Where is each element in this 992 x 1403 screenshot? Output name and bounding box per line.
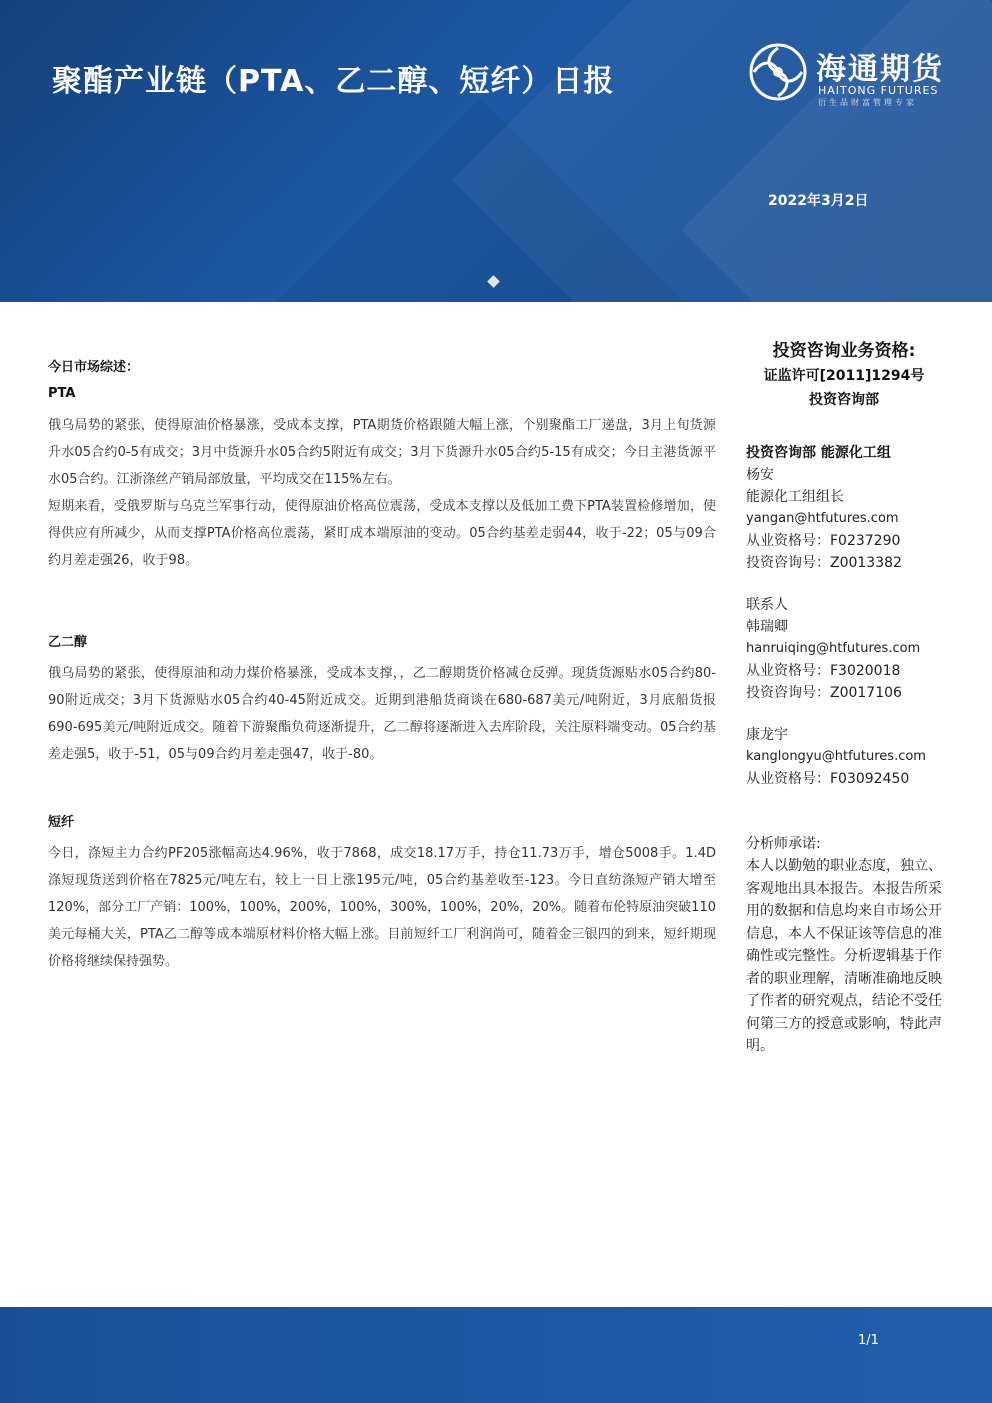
qualification-block: [746, 338, 942, 412]
group-title: 投资咨询部 能源化工组: [746, 445, 891, 461]
analyst-consult-id: 投资咨询号：Z0017106: [746, 685, 902, 701]
logo-english-name: HAITONG FUTURES: [818, 84, 939, 97]
pta-paragraph: 俄乌局势的紧张，使得原油价格暴涨，受成本支撑，PTA期货价格跟随大幅上涨，个别聚酯工厂递盘，3月上旬货源升水05合约0-5有成交；3月中货源升水05合约5附近有成交；3月下货源升水05合约5-15有成交；今日主港货源平水05合约。江浙涤丝产销局部放量，平均成交在115%左右。: [48, 418, 716, 487]
report-date: 2022年3月2日: [768, 193, 869, 209]
promise-title: 分析师承诺:: [746, 836, 821, 852]
haitong-logo-icon: [748, 42, 808, 102]
pta-paragraph: 短期来看，受俄罗斯与乌克兰军事行动，使得原油价格高位震荡，受成本支撑以及低加工费下PTA装置检修增加，使得供应有所减少，从而支撑PTA价格高位震荡，紧盯成本端原油的变动。05合约基差走弱44，收于-22；05与09合约月差走强26，收于98。: [48, 499, 716, 568]
analyst-role: 能源化工组组长: [746, 489, 844, 505]
analyst-license: 从业资格号：F3020018: [746, 663, 901, 679]
department-name: 投资咨询部: [809, 392, 879, 408]
license-number: 证监许可[2011]1294号: [763, 368, 925, 384]
report-title: 聚酯产业链（PTA、乙二醇、短纤）日报: [52, 64, 615, 99]
qualification-title: 投资咨询业务资格:: [772, 341, 916, 361]
psf-paragraph: 今日，涤短主力合约PF205涨幅高达4.96%，收于7868，成交18.17万手，持仓11.73万手，增仓5008手。1.4D涤短现货送到价格在7825元/吨左右，较上一日上涨195元/吨，05合约基差收至-123。今日直纺涤短产销大增至120%，部分工厂产销：100%，100%，200%，100%，300%，100%，20%，20%。随着布伦特原油突破110美元每桶大关，PTA乙二醇等成本端原材料价格大幅上涨。目前短纤工厂利润尚可，随着金三银四的到来，短纤期现价格将继续保持强势。: [48, 846, 716, 969]
report-body: [48, 356, 716, 975]
logo-chinese-name: 海通期货: [816, 52, 944, 87]
section-title-meg: 乙二醇: [48, 635, 88, 650]
analyst-card: [746, 724, 966, 790]
page-number: 1/1: [858, 1333, 879, 1348]
section-title-psf: 短纤: [48, 815, 75, 830]
analyst-name: 杨安: [746, 467, 774, 483]
analyst-card: [746, 464, 966, 574]
overview-title: 今日市场综述：: [48, 360, 140, 375]
sidebar: [746, 338, 966, 1058]
analyst-license: 从业资格号：F0237290: [746, 533, 901, 549]
analyst-consult-id: 投资咨询号：Z0013382: [746, 555, 902, 571]
analyst-name: 韩瑞卿: [746, 619, 788, 635]
section-title-pta: PTA: [48, 386, 76, 401]
analyst-email: yangan@htfutures.com: [746, 511, 899, 526]
analyst-email: hanruiqing@htfutures.com: [746, 641, 921, 656]
analyst-card: [746, 594, 966, 704]
analyst-name: 康龙宇: [746, 727, 788, 743]
logo-slogan: 衍生品财富管理专家: [818, 98, 917, 107]
promise-text: 本人以勤勉的职业态度，独立、客观地出具本报告。本报告所采用的数据和信息均来自市场公开信息，本人不保证该等信息的准确性或完整性。分析逻辑基于作者的职业理解，清晰准确地反映了作者的研究观点，结论不受任何第三方的授意或影响，特此声明。: [746, 858, 942, 1054]
contact-label: 联系人: [746, 597, 788, 613]
meg-paragraph: 俄乌局势的紧张，使得原油和动力煤价格暴涨，受成本支撑，，乙二醇期货价格减仓反弹。现货货源贴水05合约80-90附近成交；3月下货源贴水05合约40-45附近成交。近期到港船货商谈在680-687美元/吨附近，3月底船货报690-695美元/吨附近成交。随着下游聚酯负荷逐渐提升，乙二醇将逐渐进入去库阶段，关注原料端变动。05合约基差走强5，收于-51，05与09合约月差走强47，收于-80。: [48, 666, 716, 762]
page-footer: [0, 1307, 992, 1403]
analyst-email: kanglongyu@htfutures.com: [746, 749, 926, 764]
haitong-logo: [748, 40, 966, 110]
report-header-banner: [0, 0, 992, 302]
analyst-license: 从业资格号：F03092450: [746, 771, 910, 787]
